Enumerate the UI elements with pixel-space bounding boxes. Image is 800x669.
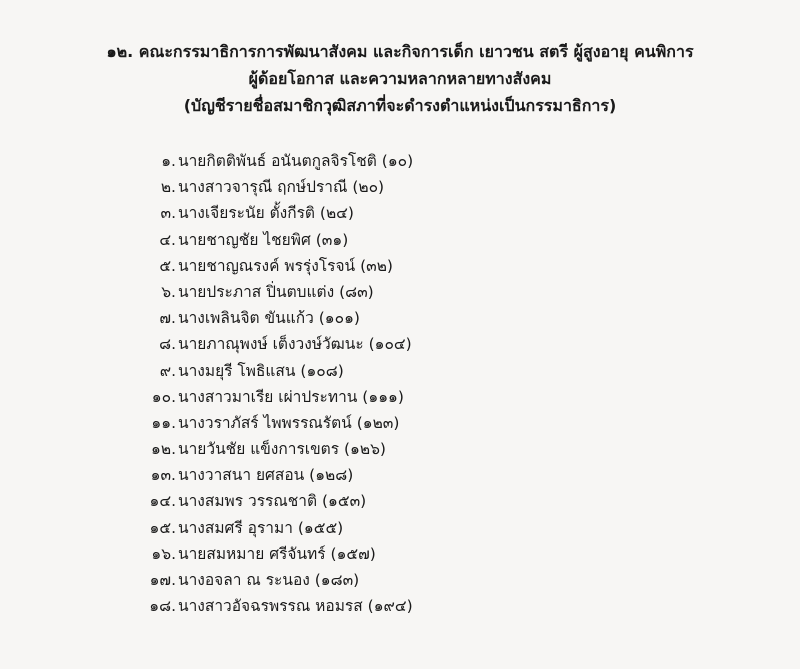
member-name: นางเพลินจิต ขันแก้ว (๑๐๑) <box>178 309 360 328</box>
member-name: นายชาญชัย ไชยพิศ (๓๑) <box>178 230 349 249</box>
list-item <box>130 593 413 619</box>
list-item <box>130 148 413 174</box>
member-number: ๑๑. <box>151 413 176 432</box>
list-item <box>130 174 413 200</box>
member-list <box>130 148 413 619</box>
list-item <box>130 227 413 253</box>
list-item <box>130 462 413 488</box>
member-name: นายภาณุพงษ์ เต็งวงษ์วัฒนะ (๑๐๔) <box>178 335 412 354</box>
list-item <box>130 567 413 593</box>
member-number: ๙. <box>159 361 176 380</box>
member-name: นายประภาส ปิ่นตบแต่ง (๘๓) <box>178 282 374 301</box>
list-item <box>130 436 413 462</box>
list-item <box>130 515 413 541</box>
list-item <box>130 488 413 514</box>
list-item <box>130 200 413 226</box>
committee-title-continued: ผู้ด้อยโอกาส และความหลากหลายทางสังคม <box>248 69 552 88</box>
member-name: นางสาวอัจฉรพรรณ หอมรส (๑๙๔) <box>178 597 413 616</box>
member-number: ๘. <box>159 335 176 354</box>
list-item <box>130 253 413 279</box>
member-name: นางมยุรี โพธิแสน (๑๐๘) <box>178 361 344 380</box>
list-item <box>130 410 413 436</box>
list-item <box>130 279 413 305</box>
member-name: นางสมพร วรรณชาติ (๑๕๓) <box>178 492 367 511</box>
member-number: ๑๖. <box>151 544 176 563</box>
committee-title: ๑๒. คณะกรรมาธิการการพัฒนาสังคม และกิจการเด็ก เยาวชน สตรี ผู้สูงอายุ คนพิการ <box>106 42 694 61</box>
member-name: นางสาวมาเรีย เผ่าประทาน (๑๑๑) <box>178 387 404 406</box>
member-name: นางสมศรี อุรามา (๑๕๕) <box>178 518 344 537</box>
member-name: นางวาสนา ยศสอน (๑๒๘) <box>178 466 354 485</box>
member-number: ๑๔. <box>149 492 176 511</box>
list-item <box>130 331 413 357</box>
member-number: ๒. <box>160 178 176 197</box>
list-item <box>130 384 413 410</box>
member-name: นางวราภัสร์ ไพพรรณรัตน์ (๑๒๓) <box>178 413 400 432</box>
list-item <box>130 358 413 384</box>
member-name: นายสมหมาย ศรีจันทร์ (๑๕๗) <box>178 544 376 563</box>
member-number: ๖. <box>161 282 176 301</box>
member-name: นายกิตติพันธ์ อนันตกูลจิรโชติ (๑๐) <box>178 152 414 170</box>
member-number: ๑๓. <box>150 466 176 485</box>
member-number: ๕. <box>159 256 176 275</box>
document-heading <box>0 38 800 119</box>
member-name: นายวันชัย แข็งการเขตร (๑๒๖) <box>178 440 386 459</box>
member-number: ๑๒. <box>151 440 176 459</box>
member-number: ๑. <box>161 152 176 170</box>
member-number: ๑๘. <box>149 597 176 616</box>
member-number: ๑๕. <box>149 518 176 537</box>
member-name: นางเจียระนัย ตั้งกีรติ (๒๔) <box>178 204 354 223</box>
member-number: ๗. <box>159 309 176 328</box>
member-name: นางอจลา ณ ระนอง (๑๘๓) <box>178 571 360 589</box>
member-name: นายชาญณรงค์ พรรุ่งโรจน์ (๓๒) <box>178 256 393 275</box>
member-number: ๔. <box>159 230 176 249</box>
list-item <box>130 541 413 567</box>
member-number: ๓. <box>160 204 176 223</box>
member-name: นางสาวจารุณี ฤกษ์ปราณี (๒๐) <box>178 178 385 197</box>
member-number: ๑๗. <box>149 571 176 589</box>
list-item <box>130 305 413 331</box>
member-number: ๑๐. <box>151 387 176 406</box>
list-subtitle: (บัญชีรายชื่อสมาชิกวุฒิสภาที่จะดำรงตำแหน่งเป็นกรรมาธิการ) <box>183 96 617 115</box>
